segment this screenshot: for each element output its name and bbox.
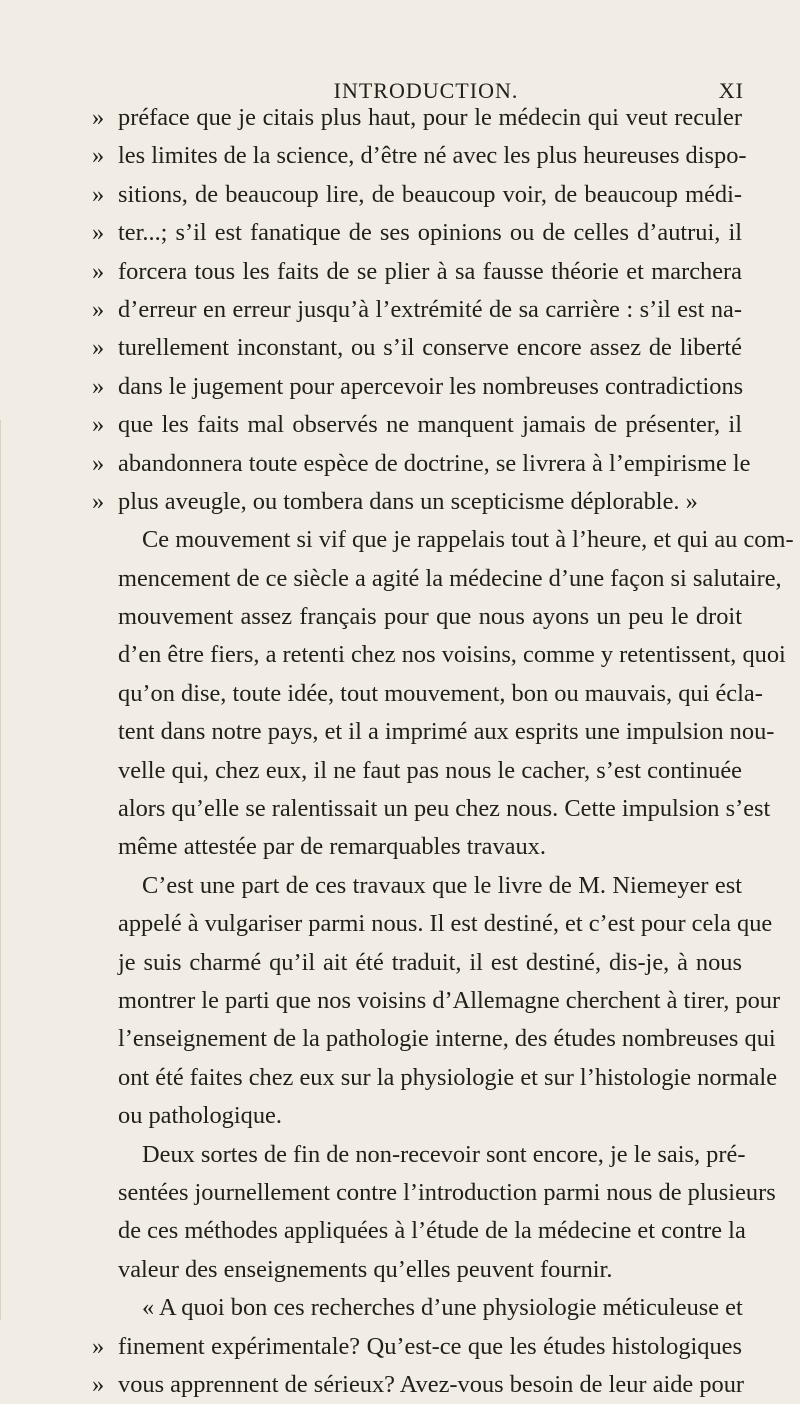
text-line [92,368,742,406]
text-line [92,137,747,175]
text-line [92,982,781,1020]
quote-mark: » [92,449,105,477]
line-text: je suis charmé qu’il ait été traduit, il est destiné, dis-je, à nous [118,948,742,976]
quote-mark: » [92,257,105,285]
text-line [92,1020,776,1058]
line-text: finement expérimentale? Qu’est-ce que les études histologiques [118,1332,742,1360]
line-text: turellement inconstant, ou s’il conserve encore assez de liberté [118,334,742,362]
text-line [92,1174,776,1212]
quote-mark: » [92,1332,105,1360]
quote-mark: » [92,334,105,362]
text-line [92,253,742,291]
quote-mark: » [92,104,105,131]
line-text: Ce mouvement si vif que je rappelais tout à l’heure, et qui au com- [142,526,794,554]
line-text: même attestée par de remarquables travaux. [118,833,546,861]
text-line [92,1366,745,1404]
line-text: l’enseignement de la pathologie interne, des études nombreuses qui [118,1025,776,1053]
text-line [92,445,751,483]
line-text: vous apprennent de sérieux? Avez-vous besoin de leur aide pour [118,1370,745,1398]
text-line [92,483,742,521]
line-text: d’erreur en erreur jusqu’à l’extrémité de sa carrière : s’il est na- [118,295,742,323]
text-line [92,1289,742,1327]
text-line [92,1097,742,1135]
quote-mark: » [92,295,105,323]
text-line [92,406,742,444]
line-text: mouvement assez français pour que nous ayons un peu le droit [118,603,742,631]
line-text: ter...; s’il est fanatique de ses opinions ou de celles d’autrui, il [118,219,742,247]
quote-mark: » [92,411,105,439]
text-line [92,176,742,214]
text-line [92,560,782,598]
line-text: C’est une part de ces travaux que le livre de M. Niemeyer est [142,871,742,899]
line-text: appelé à vulgariser parmi nous. Il est destiné, et c’est pour cela que [118,910,773,938]
line-text: qu’on dise, toute idée, tout mouvement, bon ou mauvais, qui écla- [118,679,763,707]
body-text [92,99,794,1404]
quote-mark: » [92,1370,105,1398]
text-line [92,867,742,905]
line-text: que les faits mal observés ne manquent jamais de présenter, il [118,411,742,439]
line-text: Deux sortes de fin de non-recevoir sont encore, je le sais, pré- [142,1140,746,1168]
text-line [92,1251,742,1289]
line-text: valeur des enseignements qu’elles peuvent fournir. [118,1255,613,1283]
line-text: dans le jugement pour apercevoir les nombreuses contradictions [118,372,744,400]
text-line [92,1212,746,1250]
text-line [92,636,786,674]
text-line [92,99,742,137]
text-line [92,905,773,943]
page-edge-shadow [0,420,1,1320]
text-line [92,675,763,713]
page-number: XI [718,78,744,103]
text-line [92,790,771,828]
line-text: tent dans notre pays, et il a imprimé aux esprits une impulsion nou- [118,718,775,746]
text-line [92,598,742,636]
line-text: velle qui, chez eux, il ne faut pas nous le cacher, s’est continuée [118,756,742,784]
text-line [92,1059,778,1097]
line-text: de ces méthodes appliquées à l’étude de la médecine et contre la [118,1217,746,1245]
line-text: sitions, de beaucoup lire, de beaucoup voir, de beaucoup médi- [118,180,742,208]
line-text: abandonnera toute espèce de doctrine, se livrera à l’empirisme le [118,449,751,477]
text-line [92,713,775,751]
line-text: forcera tous les faits de se plier à sa fausse théorie et marchera [118,257,742,285]
quote-mark: » [92,180,105,208]
line-text: les limites de la science, d’être né avec les plus heureuses dispo- [118,142,747,170]
running-head-title: INTRODUCTION. [333,78,519,103]
line-text: mencement de ce siècle a agité la médecine d’une façon si salutaire, [118,564,782,592]
text-line [92,521,794,559]
text-line [92,752,742,790]
line-text: d’en être fiers, a retenti chez nos voisins, comme y retentissent, quoi [118,641,786,669]
line-text: préface que je citais plus haut, pour le médecin qui veut reculer [118,104,742,131]
quote-mark: » [92,142,105,170]
line-text: ont été faites chez eux sur la physiologie et sur l’histologie normale [118,1063,778,1091]
line-text: « A quoi bon ces recherches d’une physiologie méticuleuse et [142,1294,743,1322]
line-text: alors qu’elle se ralentissait un peu chez nous. Cette impulsion s’est [118,795,771,823]
text-line [92,944,742,982]
quote-mark: » [92,487,105,515]
text-line [92,1328,742,1366]
text-line [92,214,742,252]
text-line [92,1136,746,1174]
text-line [92,291,742,329]
line-text: ou pathologique. [118,1102,282,1130]
line-text: sentées journellement contre l’introduction parmi nous de plusieurs [118,1178,776,1206]
line-text: plus aveugle, ou tombera dans un scepticisme déplorable. » [118,487,698,515]
line-text: montrer le parti que nos voisins d’Allemagne cherchent à tirer, pour [118,986,781,1014]
quote-mark: » [92,372,105,400]
text-line [92,828,742,866]
text-line [92,329,742,367]
quote-mark: » [92,219,105,247]
